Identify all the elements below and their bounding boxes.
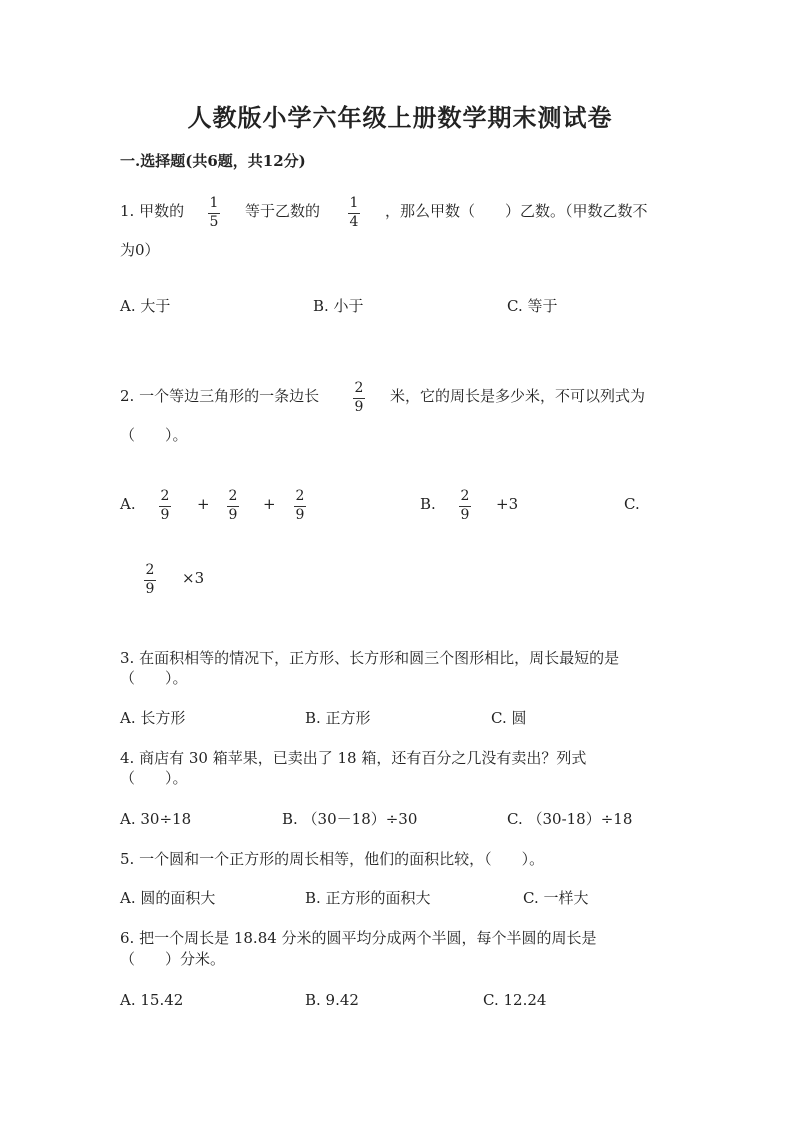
q1-fraction-1-denominator: 5 [209, 214, 219, 230]
q1-fraction-1-numerator: 1 [209, 195, 219, 211]
q3-text-line2: （ ）。 [120, 669, 188, 687]
q2-option-c-fraction-denominator: 9 [145, 581, 155, 597]
q2-option-a-fraction-1-denominator: 9 [160, 507, 170, 523]
q2-option-b-fraction-numerator: 2 [460, 488, 470, 504]
section-heading: 一.选择题(共6题，共12分) [120, 152, 306, 170]
q2-option-c-fraction-numerator: 2 [145, 562, 155, 578]
q3-option-b[interactable]: B. 正方形 [305, 709, 371, 727]
q2-option-b-tail: +3 [496, 495, 519, 513]
q1-text-pre: 1. 甲数的 [120, 202, 185, 220]
q2-option-a-fraction-1 [159, 489, 171, 523]
q2-text-post: 米，它的周长是多少米，不可以列式为 [390, 387, 646, 405]
q2-fraction-denominator: 9 [354, 399, 364, 415]
q1-fraction-2 [348, 196, 360, 230]
q4-option-b[interactable]: B. （30－18）÷30 [282, 810, 418, 828]
q5-text-line1: 5. 一个圆和一个正方形的周长相等，他们的面积比较，（ ）。 [120, 850, 545, 868]
q6-option-c[interactable]: C. 12.24 [483, 991, 547, 1009]
q3-option-c[interactable]: C. 圆 [491, 709, 527, 727]
q2-text-line2: （ ）。 [120, 426, 188, 444]
q3-text-line1: 3. 在面积相等的情况下，正方形、长方形和圆三个图形相比，周长最短的是 [120, 649, 620, 667]
q1-option-c[interactable]: C. 等于 [507, 297, 558, 315]
q6-option-b[interactable]: B. 9.42 [305, 991, 359, 1009]
q2-option-a-fraction-3-denominator: 9 [295, 507, 305, 523]
q1-option-a[interactable]: A. 大于 [120, 297, 171, 315]
q3-option-a[interactable]: A. 长方形 [120, 709, 186, 727]
q2-option-a-plus-1: + [197, 495, 210, 513]
q2-option-a-fraction-2 [227, 489, 239, 523]
q6-text-line1: 6. 把一个周长是 18.84 分米的圆平均分成两个半圆，每个半圆的周长是 [120, 929, 597, 947]
q1-text-post: ，那么甲数（ ）乙数。（甲数乙数不 [385, 202, 648, 220]
q1-option-b[interactable]: B. 小于 [313, 297, 364, 315]
q4-option-a[interactable]: A. 30÷18 [120, 810, 192, 828]
q1-fraction-2-numerator: 1 [349, 195, 359, 211]
q2-option-c-label[interactable]: C. [624, 495, 640, 513]
q6-option-a[interactable]: A. 15.42 [120, 991, 184, 1009]
q2-option-a-fraction-2-denominator: 9 [228, 507, 238, 523]
q2-option-b-fraction-denominator: 9 [460, 507, 470, 523]
page-title: 人教版小学六年级上册数学期末测试卷 [187, 103, 613, 132]
q2-option-a-label[interactable]: A. [120, 495, 136, 513]
q2-option-c-tail: ×3 [182, 569, 205, 587]
q2-fraction [353, 381, 365, 415]
q1-text-line2: 为0） [120, 241, 160, 259]
q2-fraction-numerator: 2 [354, 380, 364, 396]
q1-fraction-1 [208, 196, 220, 230]
q2-option-a-plus-2: + [263, 495, 276, 513]
q2-option-b-label[interactable]: B. [420, 495, 436, 513]
q1-text-mid: 等于乙数的 [245, 202, 321, 220]
q4-text-line1: 4. 商店有 30 箱苹果，已卖出了 18 箱，还有百分之几没有卖出？列式 [120, 749, 587, 767]
q2-option-a-fraction-1-numerator: 2 [160, 488, 170, 504]
q4-option-c[interactable]: C. （30-18）÷18 [507, 810, 633, 828]
q6-text-line2: （ ）分米。 [120, 950, 226, 968]
q5-option-a[interactable]: A. 圆的面积大 [120, 889, 216, 907]
q5-option-c[interactable]: C. 一样大 [523, 889, 589, 907]
q5-option-b[interactable]: B. 正方形的面积大 [305, 889, 431, 907]
q2-option-b-fraction [459, 489, 471, 523]
q2-option-a-fraction-3 [294, 489, 306, 523]
q4-text-line2: （ ）。 [120, 769, 188, 787]
q2-option-a-fraction-2-numerator: 2 [228, 488, 238, 504]
q1-fraction-2-denominator: 4 [349, 214, 359, 230]
q2-option-c-fraction [144, 563, 156, 597]
q2-text-pre: 2. 一个等边三角形的一条边长 [120, 387, 320, 405]
q2-option-a-fraction-3-numerator: 2 [295, 488, 305, 504]
